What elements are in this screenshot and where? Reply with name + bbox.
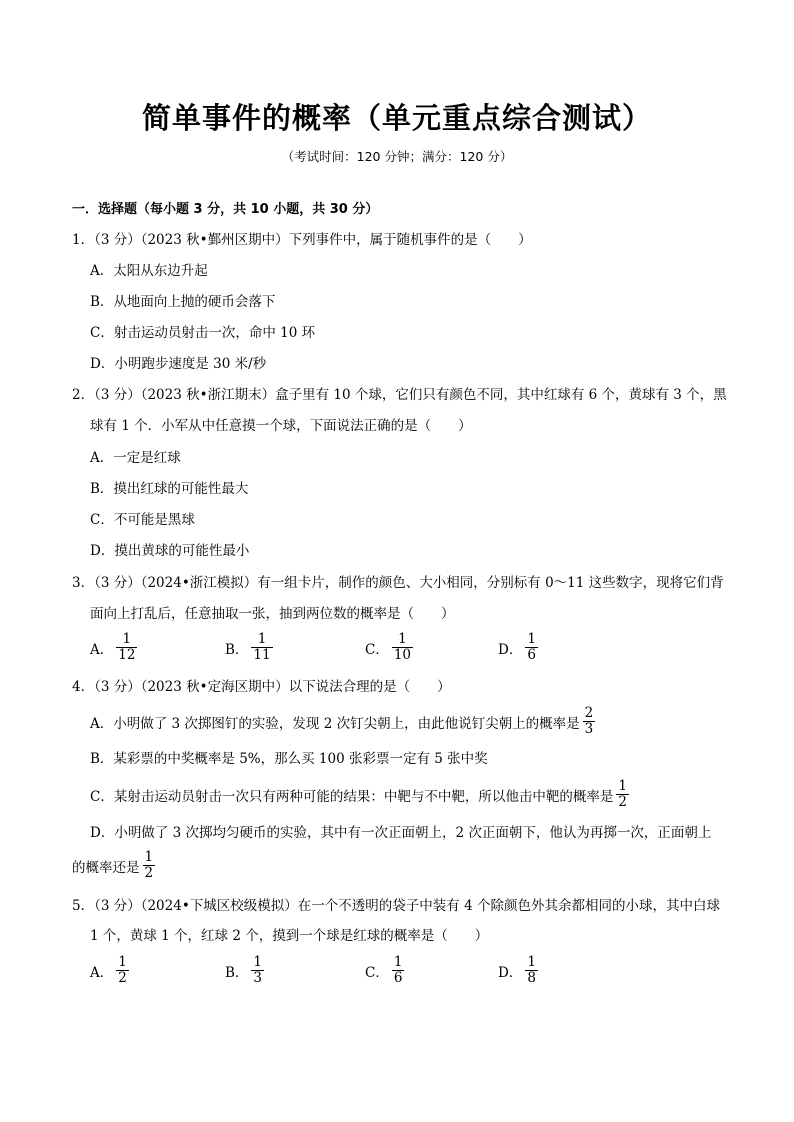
question-5-option-c <box>365 955 404 986</box>
question-5-stem-line2: 1 个，黄球 1 个，红球 2 个，摸到一个球是红球的概率是（ ） <box>90 928 489 944</box>
question-4-option-a <box>90 706 595 737</box>
numerator: 2 <box>584 705 594 721</box>
fraction <box>251 955 264 986</box>
question-5-option-b <box>225 955 264 986</box>
question-2-option-b: B．摸出红球的可能性最大 <box>90 481 249 497</box>
fraction <box>143 850 156 881</box>
question-3-stem-line1: 3．（3 分）（2024•浙江模拟）有一组卡片，制作的颜色、大小相同，分别标有 0～11 这些数字，现将它们背 <box>72 575 724 591</box>
denominator: 6 <box>527 647 536 663</box>
question-5-option-d <box>498 955 538 986</box>
question-2-stem-line1: 2．（3 分）（2023 秋•浙江期末）盒子里有 10 个球，它们只有颜色不同，其中红球有 6 个，黄球有 3 个，黑 <box>72 387 727 403</box>
numerator: 1 <box>144 849 154 865</box>
numerator: 1 <box>257 631 267 647</box>
numerator: 1 <box>253 954 263 970</box>
fraction <box>525 632 538 663</box>
fraction <box>251 632 272 663</box>
exam-info: （考试时间：120 分钟；满分：120 分） <box>281 149 513 164</box>
denominator: 2 <box>118 970 127 986</box>
question-3-stem-line2: 面向上打乱后，任意抽取一张，抽到两位数的概率是（ ） <box>90 606 455 622</box>
question-3-option-c <box>365 632 413 663</box>
option-label: B． <box>225 641 249 658</box>
question-5-option-a <box>90 955 129 986</box>
question-4-stem: 4．（3 分）（2023 秋•定海区期中）以下说法合理的是（ ） <box>72 679 451 695</box>
option-label: D． <box>498 641 523 658</box>
option-label: B． <box>225 964 249 981</box>
denominator: 3 <box>584 721 594 737</box>
fraction <box>583 706 596 737</box>
question-3-option-a <box>90 632 137 663</box>
question-4-option-d-line1: D．小明做了 3 次掷均匀硬币的实验，其中有一次正面朝上，2 次正面朝下，他认为再掷一次，正面朝上 <box>90 825 712 841</box>
option-label: C． <box>365 964 389 981</box>
denominator: 3 <box>253 970 263 986</box>
question-3-option-d <box>498 632 538 663</box>
question-4-option-c <box>90 779 629 810</box>
option-label: A． <box>90 641 114 658</box>
fraction <box>616 779 629 810</box>
question-1-stem: 1．（3 分）（2023 秋•鄞州区期中）下列事件中，属于随机事件的是（ ） <box>72 232 532 248</box>
fraction <box>116 632 137 663</box>
question-1-option-c: C．射击运动员射击一次，命中 10 环 <box>90 325 316 341</box>
question-2-option-d: D．摸出黄球的可能性最小 <box>90 543 250 559</box>
denominator: 10 <box>393 647 412 663</box>
fraction <box>392 632 413 663</box>
question-1-option-d: D．小明跑步速度是 30 米/秒 <box>90 356 267 372</box>
numerator: 1 <box>398 631 407 647</box>
numerator: 1 <box>122 631 132 647</box>
denominator: 2 <box>618 794 627 810</box>
numerator: 1 <box>527 954 536 970</box>
question-2-option-c: C．不可能是黑球 <box>90 512 195 528</box>
denominator: 8 <box>527 970 536 986</box>
question-1-option-a: A．太阳从东边升起 <box>90 263 208 279</box>
page-title: 简单事件的概率（单元重点综合测试） <box>141 101 652 135</box>
fraction <box>525 955 538 986</box>
denominator: 11 <box>253 647 271 663</box>
option-label: D． <box>498 964 523 981</box>
numerator: 1 <box>527 631 536 647</box>
numerator: 1 <box>393 954 403 970</box>
question-2-option-a: A．一定是红球 <box>90 450 181 466</box>
option-label: C． <box>365 641 389 658</box>
numerator: 1 <box>618 778 627 794</box>
option-text: C．某射击运动员射击一次只有两种可能的结果：中靶与不中靶，所以他击中靶的概率是 <box>90 788 614 805</box>
question-5-stem-line1: 5．（3 分）（2024•下城区校级模拟）在一个不透明的袋子中装有 4 个除颜色外其余都相同的小球，其中白球 <box>72 898 720 914</box>
option-text: 的概率还是 <box>72 859 140 876</box>
question-4-option-d-line2 <box>72 850 155 881</box>
denominator: 6 <box>393 970 403 986</box>
question-3-option-b <box>225 632 273 663</box>
numerator: 1 <box>118 954 127 970</box>
denominator: 2 <box>144 865 154 881</box>
fraction <box>116 955 129 986</box>
question-1-option-b: B．从地面向上抛的硬币会落下 <box>90 294 276 310</box>
option-text: A．小明做了 3 次掷图钉的实验，发现 2 次钉尖朝上，由此他说钉尖朝上的概率是 <box>90 715 580 732</box>
fraction <box>392 955 405 986</box>
question-4-option-b: B．某彩票的中奖概率是 5%，那么买 100 张彩票一定有 5 张中奖 <box>90 751 488 767</box>
denominator: 12 <box>118 647 136 663</box>
section-heading: 一．选择题（每小题 3 分，共 10 小题，共 30 分） <box>72 202 379 217</box>
question-2-stem-line2: 球有 1 个．小军从中任意摸一个球，下面说法正确的是（ ） <box>90 418 472 434</box>
option-label: A． <box>90 964 114 981</box>
